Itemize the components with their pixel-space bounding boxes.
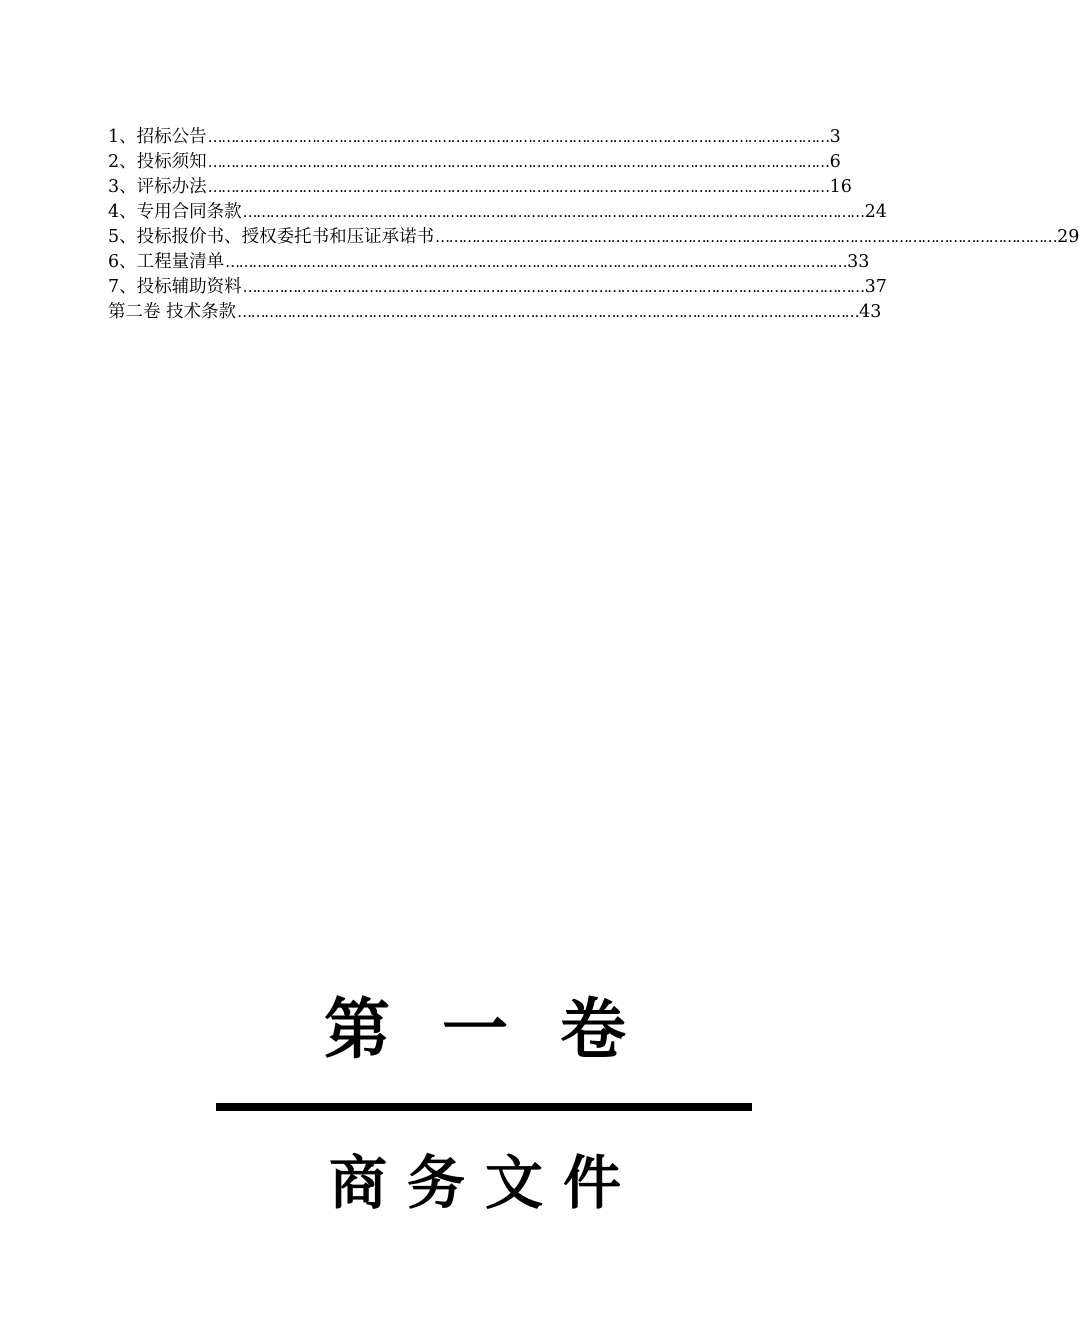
volume-title bbox=[0, 990, 950, 1070]
toc-entry[interactable] bbox=[108, 201, 887, 225]
toc-entry-page: 24 bbox=[864, 202, 887, 222]
toc-entry-title: 3、评标办法 bbox=[108, 177, 207, 197]
toc-entry-page: 37 bbox=[864, 277, 887, 297]
toc-leader-dots: ………………………………………………………………………………………………………………………… bbox=[242, 278, 864, 296]
volume-subtitle-char: 件 bbox=[563, 1149, 622, 1217]
toc-entry[interactable] bbox=[108, 276, 887, 300]
toc-leader-dots: ………………………………………………………………………………………………………………………… bbox=[435, 228, 1057, 246]
volume-subtitle-char: 商 bbox=[328, 1149, 387, 1217]
toc-entry[interactable] bbox=[108, 251, 870, 275]
toc-entry-title: 5、投标报价书、授权委托书和压证承诺书 bbox=[108, 227, 435, 247]
toc-entry-title: 6、工程量清单 bbox=[108, 252, 225, 272]
toc-entry-page: 33 bbox=[847, 252, 870, 272]
toc-entry-title: 第二卷 技术条款 bbox=[108, 302, 237, 322]
toc-entry-page: 43 bbox=[859, 302, 882, 322]
toc-entry-title: 4、专用合同条款 bbox=[108, 202, 242, 222]
toc-leader-dots: ………………………………………………………………………………………………………………………… bbox=[207, 153, 829, 171]
toc-leader-dots: ………………………………………………………………………………………………………………………… bbox=[242, 203, 864, 221]
volume-title-char: 第 bbox=[324, 991, 390, 1068]
toc-leader-dots: ………………………………………………………………………………………………………………………… bbox=[225, 253, 847, 271]
toc-entry-page: 29 bbox=[1057, 227, 1079, 247]
toc-entry-title: 7、投标辅助资料 bbox=[108, 277, 242, 297]
volume-subtitle-char: 务 bbox=[406, 1149, 465, 1217]
volume-title-char: 卷 bbox=[560, 991, 626, 1068]
toc-entry[interactable] bbox=[108, 226, 1079, 250]
toc-entry[interactable] bbox=[108, 301, 882, 325]
volume-title-char: 一 bbox=[442, 991, 508, 1068]
toc-entry[interactable] bbox=[108, 151, 841, 175]
toc-entry-title: 1、招标公告 bbox=[108, 127, 207, 147]
toc-leader-dots: ………………………………………………………………………………………………………………………… bbox=[207, 178, 829, 196]
toc-entry[interactable] bbox=[108, 176, 852, 200]
volume-subtitle bbox=[0, 1145, 950, 1221]
toc-entry-page: 16 bbox=[829, 177, 852, 197]
toc-entry-page: 3 bbox=[829, 127, 841, 147]
title-divider bbox=[216, 1103, 752, 1111]
toc-entry-title: 2、投标须知 bbox=[108, 152, 207, 172]
volume-subtitle-char: 文 bbox=[485, 1149, 544, 1217]
toc-entry-page: 6 bbox=[829, 152, 841, 172]
toc-leader-dots: ………………………………………………………………………………………………………………………… bbox=[207, 128, 829, 146]
toc-leader-dots: ………………………………………………………………………………………………………………………… bbox=[237, 303, 859, 321]
toc-entry[interactable] bbox=[108, 126, 841, 150]
